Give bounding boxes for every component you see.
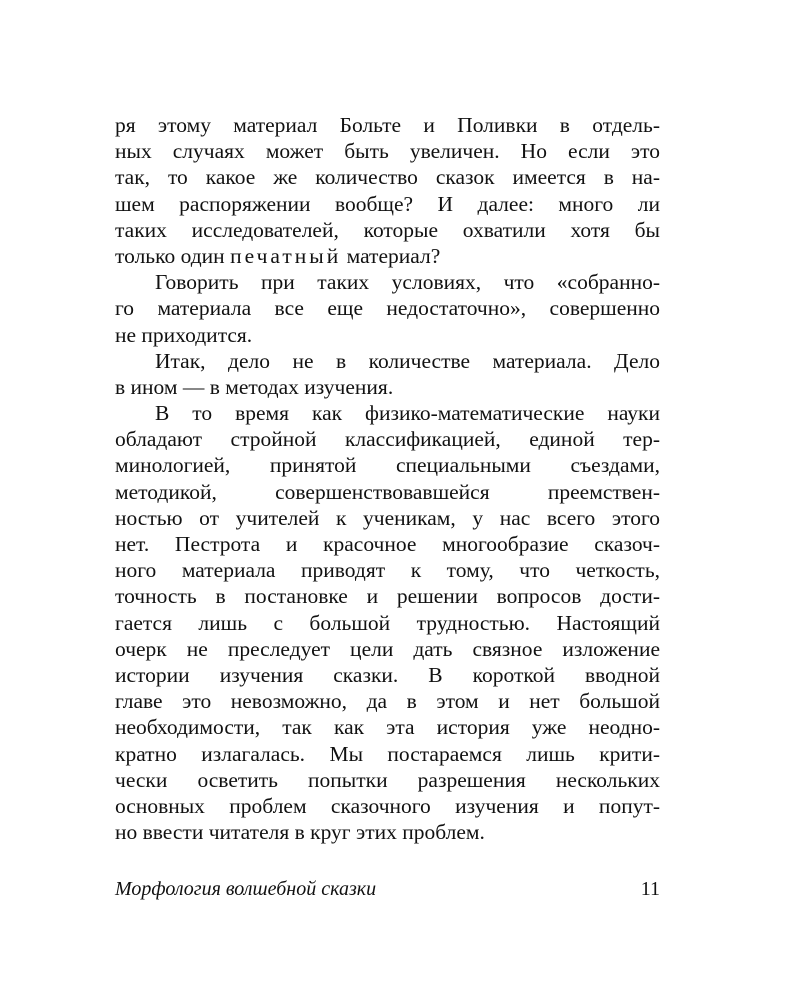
text-line: ного материала приводят к тому, что четкость, (115, 558, 660, 583)
text-line: так, то какое же количество сказок имеется в на- (115, 165, 660, 190)
paragraph (115, 400, 660, 845)
text-line: шем распоряжении вообще? И далее: много ли (115, 191, 660, 216)
text-line: не приходится. (115, 322, 253, 347)
text-line: ностью от учителей к ученикам, у нас всего этого (115, 505, 660, 530)
paragraph (115, 112, 660, 269)
page-body-text (115, 112, 660, 845)
text-line: го материала все еще недостаточно», совершенно (115, 296, 660, 321)
text-line: истории изучения сказки. В короткой вводной (115, 662, 660, 687)
text-fragment: только один (115, 243, 231, 268)
text-line: чески осветить попытки разрешения нескольких (115, 767, 660, 792)
text-line: кратно излагалась. Мы постараемся лишь крити- (115, 741, 660, 766)
text-line: Говорить при таких условиях, что «собранно- (155, 270, 660, 295)
text-line: очерк не преследует цели дать связное изложение (115, 636, 660, 661)
text-line: главе это невозможно, да в этом и нет большой (115, 689, 660, 714)
text-line: таких исследователей, которые охватили хотя бы (115, 217, 660, 242)
text-line: но ввести читателя в круг этих проблем. (115, 820, 485, 845)
text-line (115, 243, 660, 269)
text-line: основных проблем сказочного изучения и попут- (115, 793, 660, 818)
text-fragment: материал? (341, 243, 441, 268)
text-line: методикой, совершенствовавшейся преемствен- (115, 479, 660, 504)
text-line: минологией, принятой специальными съездами, (115, 453, 660, 478)
text-line: В то время как физико-математические науки (155, 401, 660, 426)
text-line: обладают стройной классификацией, единой тер- (115, 427, 660, 452)
text-line: ря этому материал Больте и Поливки в отдель- (115, 113, 660, 137)
page-number: 11 (640, 878, 660, 900)
text-line: гается лишь с большой трудностью. Настоящий (115, 610, 660, 635)
text-line: ных случаях может быть увеличен. Но если это (115, 139, 660, 164)
text-line: точность в постановке и решении вопросов дости- (115, 584, 660, 609)
paragraph (115, 348, 660, 400)
page-footer (115, 878, 660, 908)
text-line: Итак, дело не в количестве материала. Дело (155, 348, 660, 373)
text-line: в ином — в методах изучения. (115, 374, 394, 399)
emphasized-word: печатный (230, 243, 342, 268)
running-title: Морфология волшебной сказки (115, 878, 377, 900)
text-line: нет. Пестрота и красочное многообразие сказоч- (115, 532, 660, 556)
text-line: необходимости, так как эта история уже неодно- (115, 715, 660, 740)
paragraph (115, 269, 660, 348)
